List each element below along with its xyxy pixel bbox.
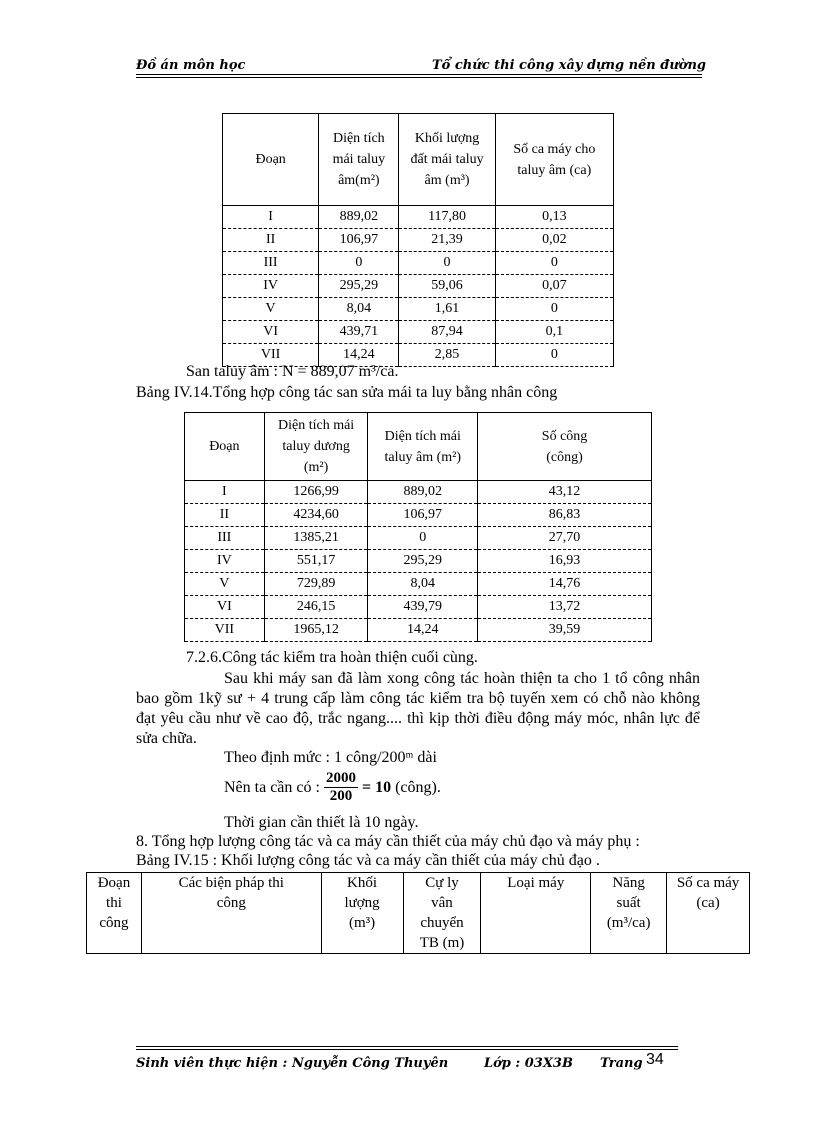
t2-cell: 295,29 [368, 550, 478, 573]
header-rule [136, 74, 702, 75]
t1-header-volume: Khối lượng đất mái taluy âm (m³) [399, 114, 495, 206]
t1-cell: 0 [495, 298, 613, 321]
t2-cell: 4234,60 [264, 504, 368, 527]
t3-header-distance: Cự ly vân chuyển TB (m) [403, 873, 481, 954]
calc-numerator: 2000 [325, 770, 356, 786]
footer-rule [136, 1046, 678, 1047]
t1-cell: 0,02 [495, 229, 613, 252]
t1-cell: 439,71 [319, 321, 399, 344]
t3-header-machine: Loại máy [481, 873, 591, 954]
t2-cell: 39,59 [478, 619, 652, 642]
t1-cell: V [223, 298, 319, 321]
footer-student-label: Sinh viên thực hiện : [136, 1056, 288, 1071]
t3-header-productivity: Năng suất (m³/ca) [591, 873, 667, 954]
t2-row [185, 527, 652, 550]
t1-row [223, 275, 614, 298]
t2-cell: 0 [368, 527, 478, 550]
table2-caption: Bảng IV.14.Tổng hợp công tác san sửa mái ta luy bằng nhân công [136, 384, 558, 401]
t1-row [223, 206, 614, 229]
t2-cell: VI [185, 596, 265, 619]
t2-cell: 86,83 [478, 504, 652, 527]
t1-row [223, 321, 614, 344]
t2-cell: 43,12 [478, 481, 652, 504]
t1-cell: 8,04 [319, 298, 399, 321]
t1-cell: 0 [495, 252, 613, 275]
header-right: Tổ chức thi công xây dựng nền đường [432, 58, 707, 73]
t2-cell: IV [185, 550, 265, 573]
t2-cell: 16,93 [478, 550, 652, 573]
t1-cell: 295,29 [319, 275, 399, 298]
t1-row [223, 252, 614, 275]
t2-cell: V [185, 573, 265, 596]
norm-line: Theo định mức : 1 công/200ᵐ dài [224, 749, 437, 766]
t3-header-shifts: Số ca máy (ca) [667, 873, 750, 954]
t2-header-area-pos: Diện tích mái taluy dương (m²) [264, 413, 368, 481]
t1-row [223, 229, 614, 252]
t2-cell: 106,97 [368, 504, 478, 527]
t3-header-measures: Các biện pháp thi công [141, 873, 321, 954]
t2-cell: 729,89 [264, 573, 368, 596]
t1-cell: 87,94 [399, 321, 495, 344]
t1-cell: 889,02 [319, 206, 399, 229]
section8-title: 8. Tổng hợp lượng công tác và ca máy cần thiết của máy chủ đạo và máy phụ : [136, 833, 640, 850]
t2-cell: 1965,12 [264, 619, 368, 642]
calc-suffix: (công). [395, 778, 441, 796]
t1-cell: 0 [495, 344, 613, 367]
footer-student-name: Nguyễn Công Thuyên [292, 1056, 449, 1071]
table-taluy-am [222, 113, 614, 367]
t1-cell: VI [223, 321, 319, 344]
calc-line [224, 770, 441, 805]
t2-row [185, 550, 652, 573]
t2-cell: 551,17 [264, 550, 368, 573]
t2-header-area-neg: Diện tích mái taluy âm (m²) [368, 413, 478, 481]
t1-header-shifts: Số ca máy cho taluy âm (ca) [495, 114, 613, 206]
t1-cell: 0,1 [495, 321, 613, 344]
footer-class: Lớp : 03X3B [484, 1056, 573, 1071]
section-title: 7.2.6.Công tác kiểm tra hoàn thiện cuối cùng. [186, 649, 478, 666]
table3-caption: Bảng IV.15 : Khối lượng công tác và ca máy cần thiết của máy chủ đạo . [136, 852, 600, 869]
calc-fraction [324, 770, 358, 805]
t3-header-doan: Đoạn thi công [87, 873, 142, 954]
time-line: Thời gian cần thiết là 10 ngày. [224, 814, 419, 831]
t1-cell: II [223, 229, 319, 252]
t1-cell: I [223, 206, 319, 229]
t1-cell: 2,85 [399, 344, 495, 367]
t2-cell: 13,72 [478, 596, 652, 619]
header-left: Đồ án môn học [136, 58, 246, 73]
t1-cell: 1,61 [399, 298, 495, 321]
t1-cell: 106,97 [319, 229, 399, 252]
header-rule-2 [136, 77, 702, 78]
t3-header-volume: Khối lượng (m³) [321, 873, 403, 954]
table-san-sua-mai-taluy [184, 412, 652, 642]
t1-cell: IV [223, 275, 319, 298]
table-may-chu-dao [86, 872, 750, 954]
t2-cell: III [185, 527, 265, 550]
t1-cell: 0,07 [495, 275, 613, 298]
calc-result: = 10 [361, 778, 392, 796]
footer-page-label: Trang [600, 1056, 643, 1071]
t2-row [185, 573, 652, 596]
t2-cell: I [185, 481, 265, 504]
t2-cell: 8,04 [368, 573, 478, 596]
t1-cell: 59,06 [399, 275, 495, 298]
t2-row [185, 481, 652, 504]
t2-cell: 14,76 [478, 573, 652, 596]
t1-cell: 117,80 [399, 206, 495, 229]
t2-row [185, 596, 652, 619]
t1-header-doan: Đoạn [223, 114, 319, 206]
t2-header-doan: Đoạn [185, 413, 265, 481]
t1-cell: 14,24 [319, 344, 399, 367]
calc-prefix: Nên ta cần có : [224, 778, 320, 796]
t1-cell: 21,39 [399, 229, 495, 252]
t2-cell: 27,70 [478, 527, 652, 550]
section-paragraph: Sau khi máy san đã làm xong công tác hoàn thiện ta cho 1 tổ công nhân bao gồm 1kỹ sư + 4 trung cấp làm công tác kiểm tra bộ tuyến xem có chỗ nào không đạt yêu cầu như về cao độ, trắc ngang.... thì kịp thời điều động máy móc, nhân lực để sửa chữa. [136, 670, 700, 747]
t2-row [185, 504, 652, 527]
t2-row [185, 619, 652, 642]
t1-header-area: Diện tích mái taluy âm(m²) [319, 114, 399, 206]
t1-cell: 0,13 [495, 206, 613, 229]
t2-cell: 1266,99 [264, 481, 368, 504]
t1-cell: III [223, 252, 319, 275]
t2-cell: 889,02 [368, 481, 478, 504]
t2-cell: 1385,21 [264, 527, 368, 550]
t2-cell: 14,24 [368, 619, 478, 642]
footer-page-number: 34 [646, 1051, 664, 1068]
t1-row [223, 298, 614, 321]
t1-cell: VII [223, 344, 319, 367]
san-taluy-line: San taluy âm : N = 889,07 m³/ca. [186, 363, 399, 380]
calc-denominator: 200 [329, 788, 353, 804]
t2-cell: 439,79 [368, 596, 478, 619]
t2-cell: 246,15 [264, 596, 368, 619]
t2-header-workdays: Số công (công) [478, 413, 652, 481]
t2-cell: II [185, 504, 265, 527]
footer-rule-2 [136, 1049, 678, 1050]
t1-cell: 0 [319, 252, 399, 275]
t1-cell: 0 [399, 252, 495, 275]
t2-cell: VII [185, 619, 265, 642]
